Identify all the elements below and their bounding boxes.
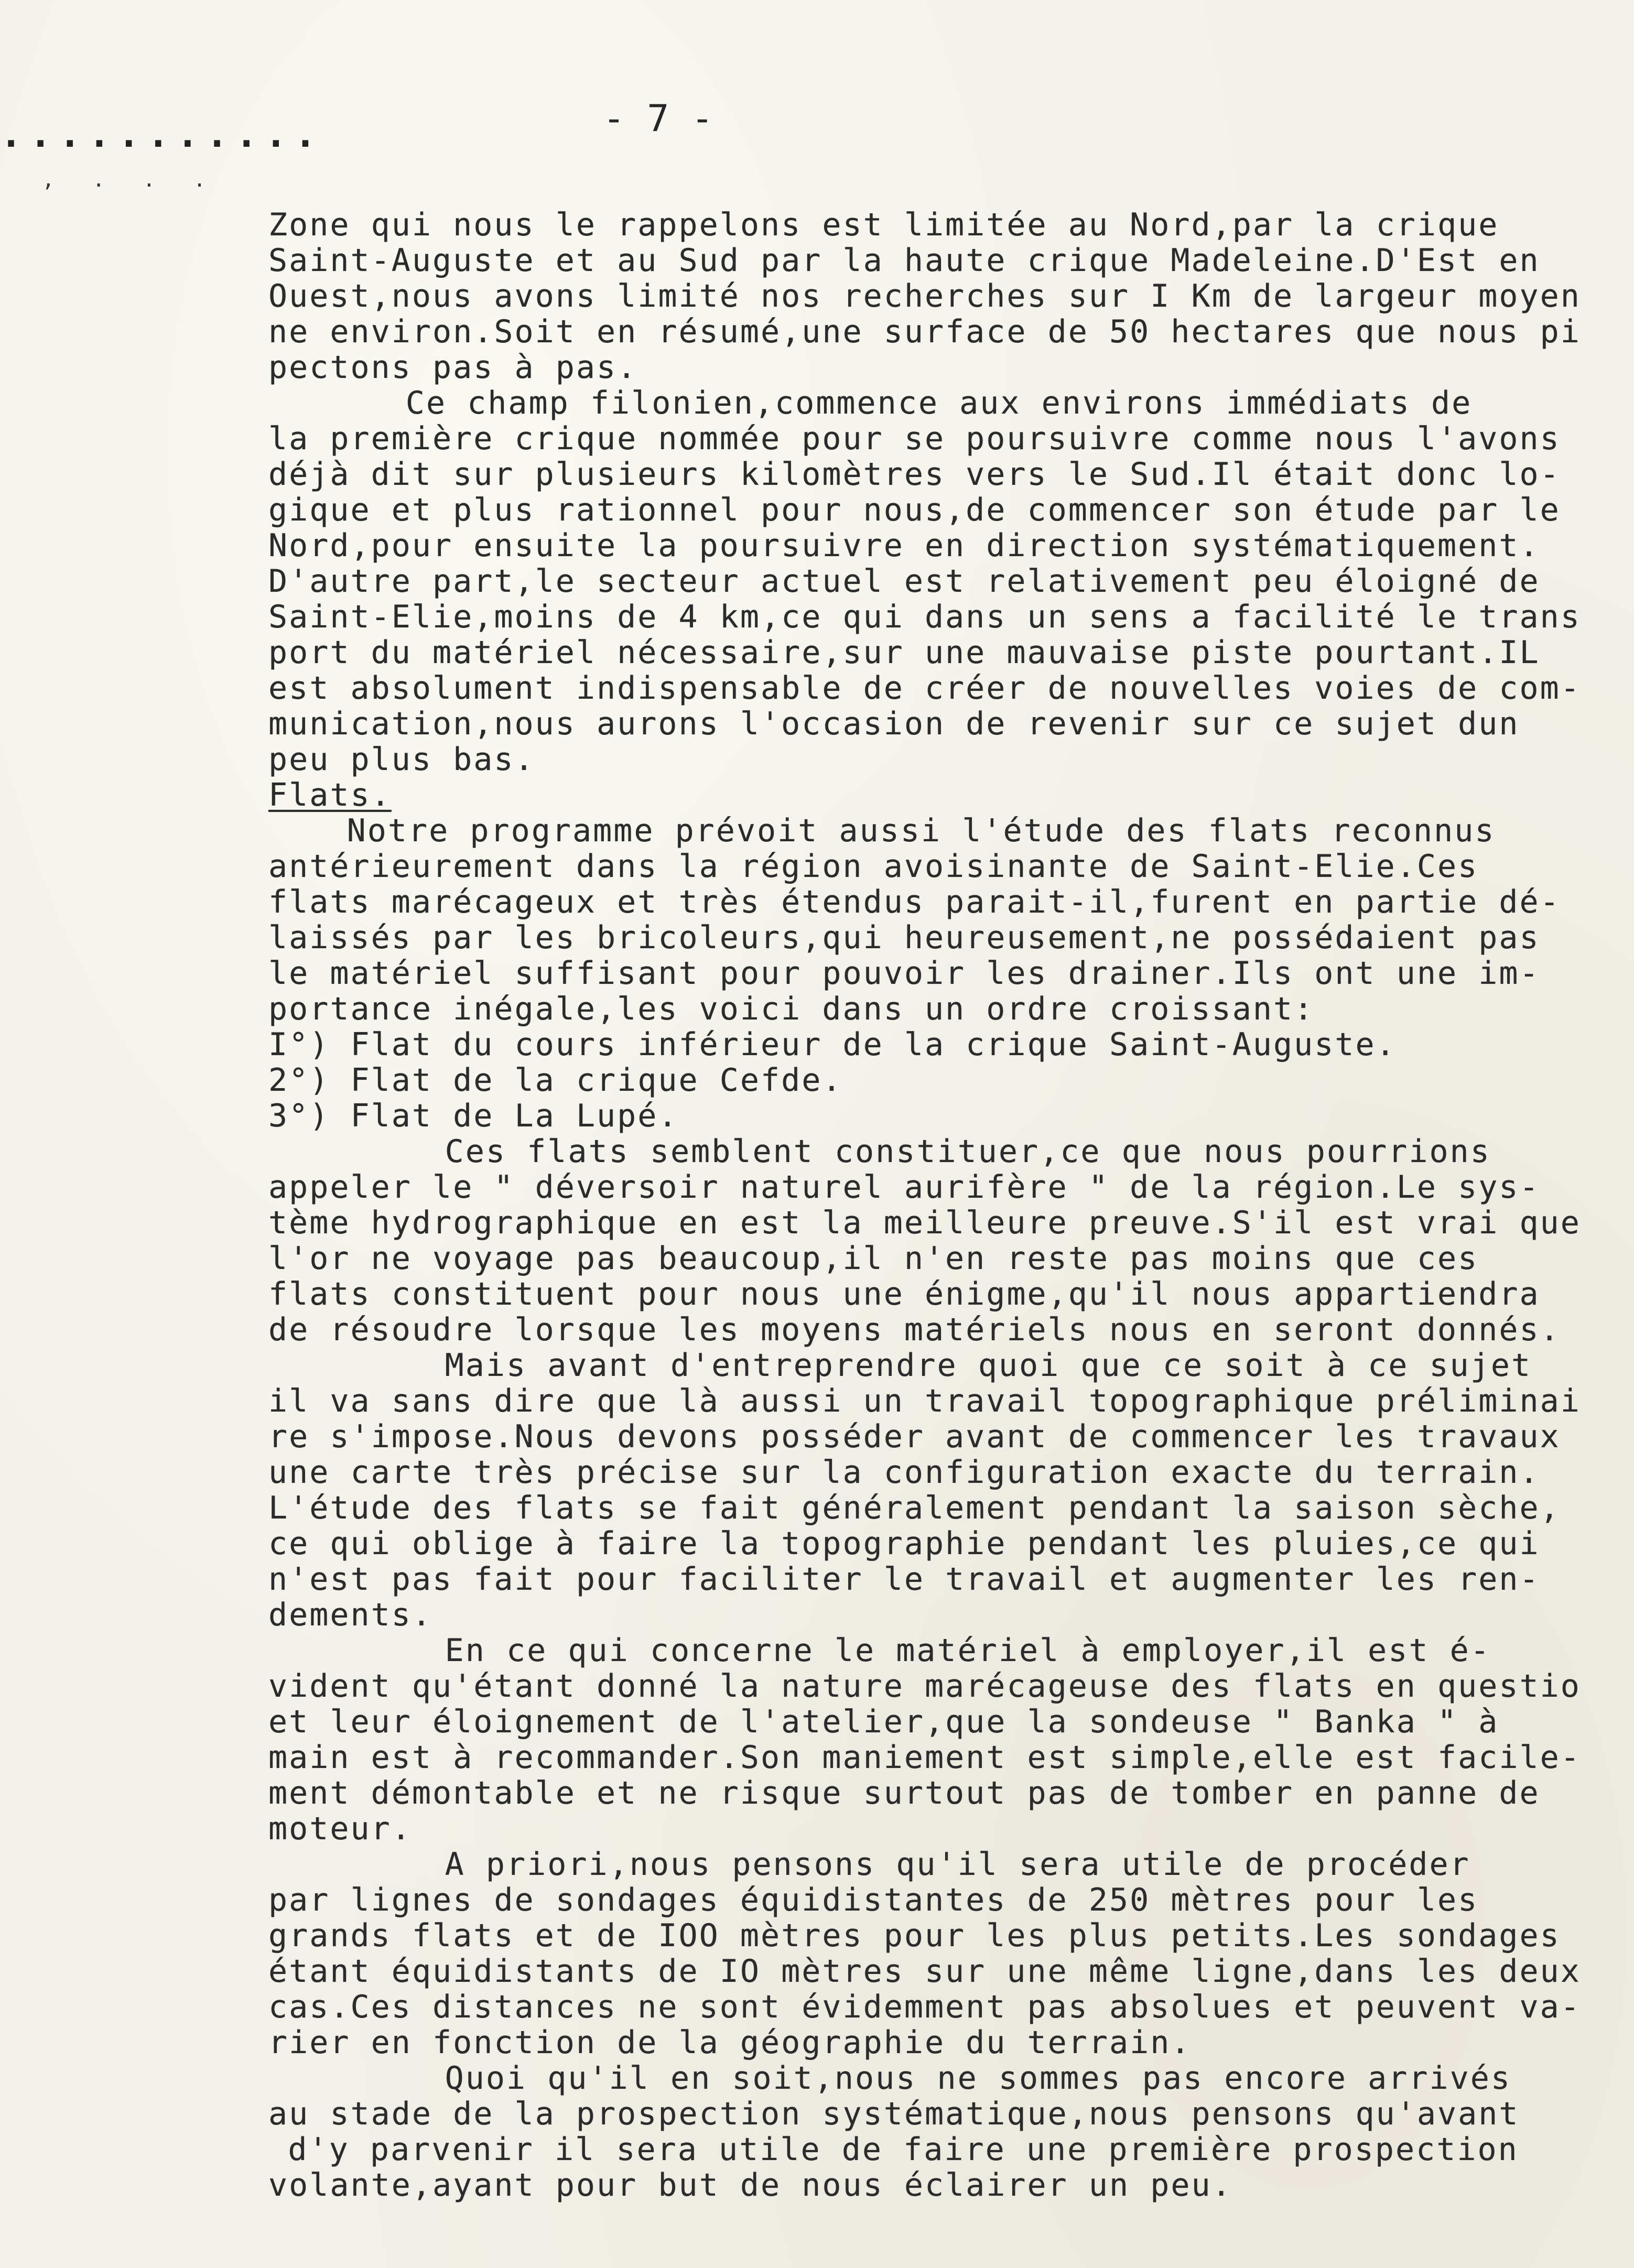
margin-dot-leader: ...........: [0, 113, 324, 156]
section-heading-label: Flats.: [268, 777, 392, 813]
text-line: l'or ne voyage pas beaucoup,il n'en reste pas moins que ces: [268, 1240, 1479, 1277]
text-line: il va sans dire que là aussi un travail topographique préliminai: [268, 1383, 1581, 1419]
text-line: ce qui oblige à faire la topographie pendant les pluies,ce qui: [268, 1525, 1540, 1562]
text-line: I°) Flat du cours inférieur de la crique Saint-Auguste.: [268, 1026, 1397, 1063]
text-line: Ces flats semblent constituer,ce que nous pourrions: [445, 1133, 1491, 1170]
text-line: d'y parvenir il sera utile de faire une première prospection: [288, 2131, 1519, 2168]
text-line: laissés par les bricoleurs,qui heureusement,ne possédaient pas: [268, 919, 1540, 956]
text-line: Nord,pour ensuite la poursuivre en direction systématiquement.: [268, 527, 1540, 564]
section-heading: [268, 777, 1626, 813]
text-line: peu plus bas.: [268, 741, 535, 778]
text-line: Saint-Elie,moins de 4 km,ce qui dans un sens a facilité le trans: [268, 599, 1581, 635]
text-line: Ce champ filonien,commence aux environs immédiats de: [405, 385, 1473, 421]
text-line: volante,ayant pour but de nous éclairer un peu.: [268, 2167, 1232, 2204]
text-line: pectons pas à pas.: [268, 349, 638, 386]
typed-body-text: [268, 207, 1626, 2203]
text-line: ment démontable et ne risque surtout pas de tomber en panne de: [268, 1775, 1540, 1811]
text-line: gique et plus rationnel pour nous,de commencer son étude par le: [268, 492, 1561, 528]
text-line: flats constituent pour nous une énigme,qu'il nous appartiendra: [268, 1276, 1540, 1312]
text-line: cas.Ces distances ne sont évidemment pas absolues et peuvent va-: [268, 1989, 1581, 2025]
text-line: A priori,nous pensons qu'il sera utile de procéder: [445, 1846, 1470, 1883]
text-line: re s'impose.Nous devons posséder avant de commencer les travaux: [268, 1418, 1561, 1455]
text-line: Zone qui nous le rappelons est limitée au Nord,par la crique: [268, 207, 1499, 243]
text-line: est absolument indispensable de créer de nouvelles voies de com-: [268, 670, 1581, 707]
text-line: rier en fonction de la géographie du terrain.: [268, 2024, 1192, 2061]
text-line: dements.: [268, 1597, 432, 1633]
text-line: Ouest,nous avons limité nos recherches sur I Km de largeur moyen: [268, 278, 1581, 314]
text-line: 3°) Flat de La Lupé.: [268, 1098, 679, 1134]
text-line: et leur éloignement de l'atelier,que la sondeuse " Banka " à: [268, 1703, 1499, 1740]
text-line: tème hydrographique en est la meilleure preuve.S'il est vrai que: [268, 1204, 1581, 1241]
text-line: appeler le " déversoir naturel aurifère " de la région.Le sys-: [268, 1169, 1540, 1206]
text-line: port du matériel nécessaire,sur une mauvaise piste pourtant.IL: [268, 634, 1540, 671]
text-line: de résoudre lorsque les moyens matériels nous en seront donnés.: [268, 1311, 1561, 1348]
text-line: Notre programme prévoit aussi l'étude des flats reconnus: [347, 812, 1496, 849]
text-line: flats marécageux et très étendus parait-il,furent en partie dé-: [268, 884, 1561, 920]
text-line: antérieurement dans la région avoisinante de Saint-Elie.Ces: [268, 848, 1479, 885]
text-line: par lignes de sondages équidistantes de 250 mètres pour les: [268, 1882, 1479, 1918]
page-number: - 7 -: [603, 97, 713, 140]
text-line: étant équidistants de IO mètres sur une même ligne,dans les deux: [268, 1953, 1581, 1990]
text-line: n'est pas fait pour faciliter le travail et augmenter les ren-: [268, 1561, 1540, 1598]
text-line: au stade de la prospection systématique,nous pensons qu'avant: [268, 2096, 1520, 2132]
text-line: vident qu'étant donné la nature marécageuse des flats en questio: [268, 1668, 1581, 1705]
text-line: Mais avant d'entreprendre quoi que ce soit à ce sujet: [445, 1347, 1532, 1384]
text-line: le matériel suffisant pour pouvoir les drainer.Ils ont une im-: [268, 955, 1540, 992]
text-line: moteur.: [268, 1810, 412, 1847]
text-line: 2°) Flat de la crique Cefde.: [268, 1062, 843, 1099]
text-line: déjà dit sur plusieurs kilomètres vers le Sud.Il était donc lo-: [268, 456, 1561, 493]
text-line: la première crique nommée pour se poursuivre comme nous l'avons: [268, 420, 1561, 457]
text-line: munication,nous aurons l'occasion de revenir sur ce sujet dun: [268, 706, 1520, 742]
text-line: Saint-Auguste et au Sud par la haute crique Madeleine.D'Est en: [268, 242, 1540, 279]
text-line: grands flats et de IOO mètres pour les plus petits.Les sondages: [268, 1917, 1561, 1954]
text-line: une carte très précise sur la configuration exacte du terrain.: [268, 1454, 1540, 1491]
text-line: En ce qui concerne le matériel à employer,il est é-: [445, 1632, 1491, 1669]
text-line: portance inégale,les voici dans un ordre croissant:: [268, 991, 1315, 1027]
text-line: D'autre part,le secteur actuel est relativement peu éloigné de: [268, 563, 1540, 600]
margin-marks: , . . .: [42, 168, 219, 192]
text-line: Quoi qu'il en soit,nous ne sommes pas encore arrivés: [445, 2060, 1511, 2097]
text-line: ne environ.Soit en résumé,une surface de 50 hectares que nous pi: [268, 313, 1581, 350]
text-line: L'étude des flats se fait généralement pendant la saison sèche,: [268, 1490, 1561, 1526]
text-line: main est à recommander.Son maniement est simple,elle est facile-: [268, 1739, 1581, 1776]
